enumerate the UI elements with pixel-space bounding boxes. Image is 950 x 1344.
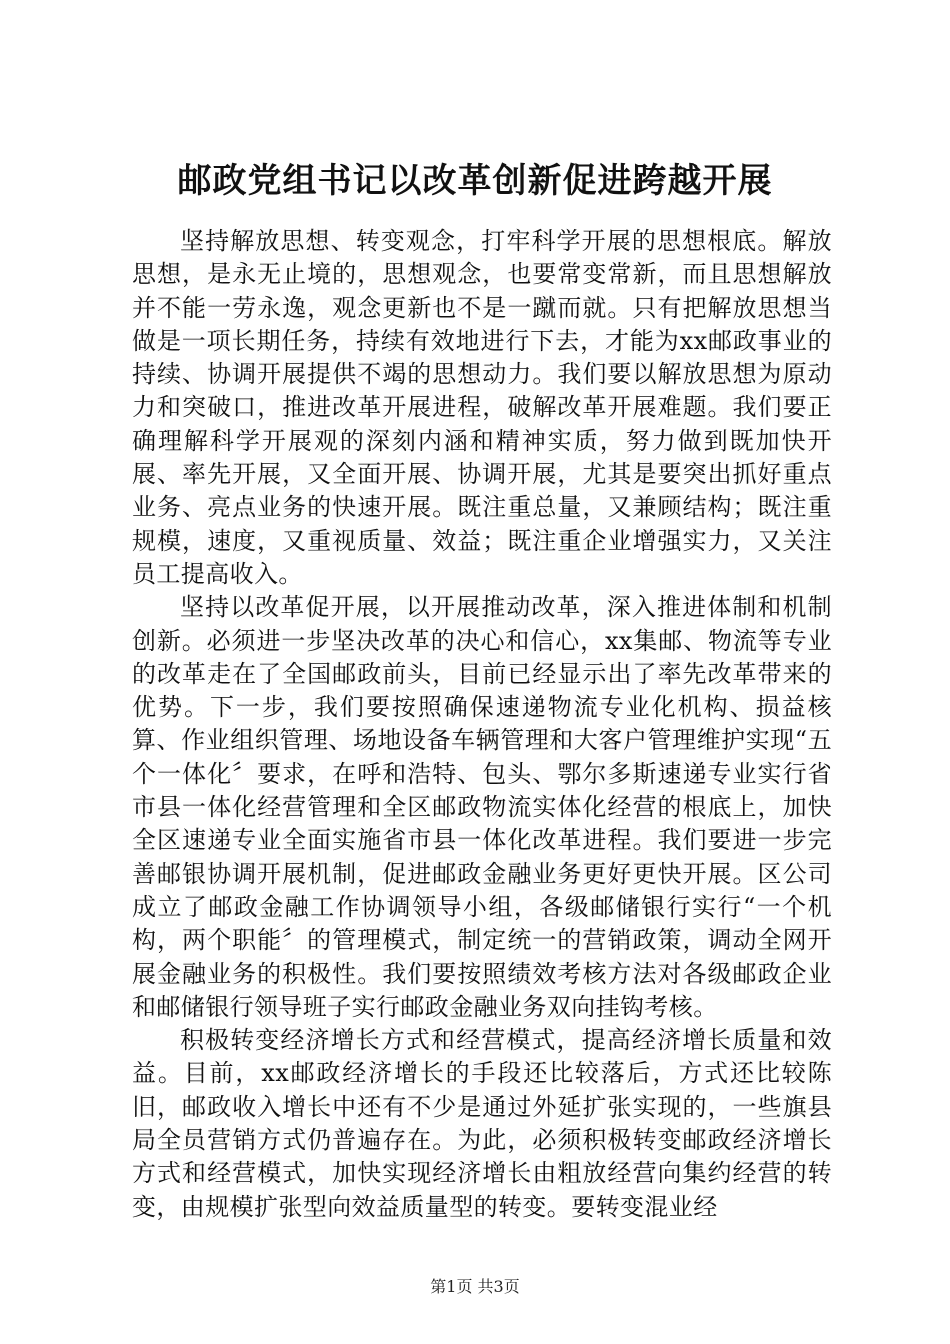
document-body: [132, 225, 832, 1224]
paragraph: 坚持以改革促开展，以开展推动改革，深入推进体制和机制创新。必须进一步坚决改革的决心和信心，xx集邮、物流等专业的改革走在了全国邮政前头，目前已经显示出了率先改革带来的优势。下一步，我们要按照确保速递物流专业化机构、损益核算、作业组织管理、场地设备车辆管理和大客户管理维护实现“五个一体化〞要求，在呼和浩特、包头、鄂尔多斯速递专业实行省市县一体化经营管理和全区邮政物流实体化经营的根底上，加快全区速递专业全面实施省市县一体化改革进程。我们要进一步完善邮银协调开展机制，促进邮政金融业务更好更快开展。区公司成立了邮政金融工作协调领导小组，各级邮储银行实行“一个机构，两个职能〞的管理模式，制定统一的营销政策，调动全网开展金融业务的积极性。我们要按照绩效考核方法对各级邮政企业和邮储银行领导班子实行邮政金融业务双向挂钩考核。: [132, 593, 832, 1021]
page-footer: 第1页 共3页: [430, 1277, 520, 1296]
paragraph: 坚持解放思想、转变观念，打牢科学开展的思想根底。解放思想，是永无止境的，思想观念，也要常变常新，而且思想解放并不能一劳永逸，观念更新也不是一蹴而就。只有把解放思想当做是一项长期任务，持续有效地进行下去，才能为xx邮政事业的持续、协调开展提供不竭的思想动力。我们要以解放思想为原动力和突破口，推进改革开展进程，破解改革开展难题。我们要正确理解科学开展观的深刻内涵和精神实质，努力做到既加快开展、率先开展，又全面开展、协调开展，尤其是要突出抓好重点业务、亮点业务的快速开展。既注重总量，又兼顾结构；既注重规模，速度，又重视质量、效益；既注重企业增强实力，又关注员工提高收入。: [132, 227, 832, 588]
paragraph: 积极转变经济增长方式和经营模式，提高经济增长质量和效益。目前，xx邮政经济增长的手段还比较落后，方式还比较陈旧，邮政收入增长中还有不少是通过外延扩张实现的，一些旗县局全员营销方式仍普遍存在。为此，必须积极转变邮政经济增长方式和经营模式，加快实现经济增长由粗放经营向集约经营的转变，由规模扩张型向效益质量型的转变。要转变混业经: [132, 1026, 832, 1221]
document-title: 邮政党组书记以改革创新促进跨越开展: [177, 161, 773, 201]
